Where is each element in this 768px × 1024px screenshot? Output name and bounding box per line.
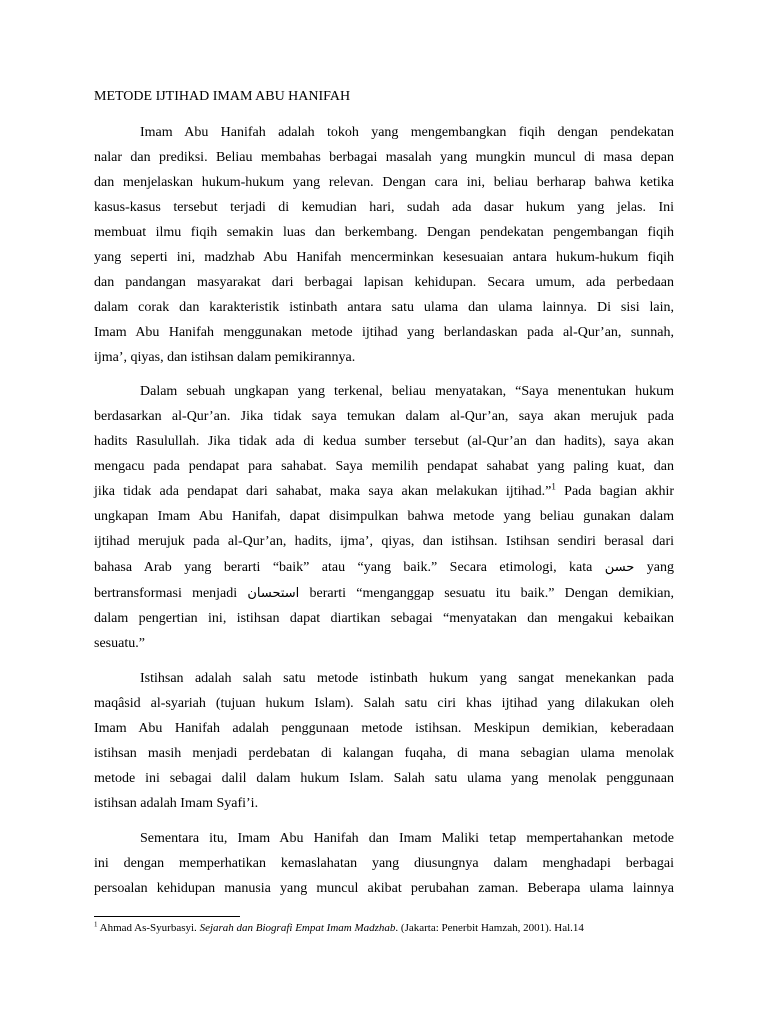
paragraph-2-text: yang [634,560,674,575]
paragraph-2-line: ungkapan Imam Abu Hanifah, dapat disimpulkan bahwa metode yang beliau gunakan dalam [94,509,674,524]
paragraph-1-line: kasus-kasus tersebut terjadi di kemudian hari, sudah ada dasar hukum yang jelas. Ini [94,200,674,215]
paragraph-2-text: bahasa Arab yang berarti “baik” atau “yang baik.” Secara etimologi, kata [94,560,605,575]
paragraph-2-text: berarti “menganggap sesuatu itu baik.” Dengan demikian, [299,586,674,601]
paragraph-2-line [94,586,674,602]
paragraph-3-line: istihsan masih menjadi perdebatan di kalangan fuqaha, di mana sebagian ulama menolak [94,746,674,761]
paragraph-2-line: ijtihad merujuk pada al-Qur’an, hadits, ijma’, qiyas, dan istihsan. Istihsan sendiri berasal dari [94,534,674,549]
paragraph-2-line: mengacu pada pendapat para sahabat. Saya memilih pendapat sahabat yang paling kuat, dan [94,459,674,474]
paragraph-2-text: bertransformasi menjadi [94,586,248,601]
paragraph-2-text: Pada bagian akhir [555,484,675,499]
paragraph-3-line: istihsan adalah Imam Syafi’i. [94,796,259,811]
paragraph-4-line: Sementara itu, Imam Abu Hanifah dan Imam Maliki tetap mempertahankan metode [140,831,674,846]
paragraph-2-line [94,560,674,576]
paragraph-1-line: ijma’, qiyas, dan istihsan dalam pemikirannya. [94,350,356,365]
paragraph-4-line: ini dengan memperhatikan kemaslahatan yang diusungnya dalam menghadapi berbagai [94,856,674,871]
paragraph-1-line: Imam Abu Hanifah adalah tokoh yang mengembangkan fiqih dengan pendekatan [140,125,674,140]
paragraph-1-line: dan menjelaskan hukum-hukum yang relevan. Dengan cara ini, beliau berharap bahwa ketika [94,175,674,190]
footnote-number: 1 [94,920,98,929]
arabic-word-istihsan: استحسان [247,586,300,601]
document-title: METODE IJTIHAD IMAM ABU HANIFAH [94,89,351,104]
paragraph-2-line [94,481,675,500]
paragraph-2-text: jika tidak ada pendapat dari sahabat, maka saya akan melakukan ijtihad.” [94,484,552,499]
footnote [94,921,584,935]
footnote-publication: . (Jakarta: Penerbit Hamzah, 2001). Hal.14 [395,922,584,934]
paragraph-1-line: dan pandangan masyarakat dari berbagai lapisan kehidupan. Secara umum, ada perbedaan [94,275,674,290]
paragraph-2-line: hadits Rasulullah. Jika tidak ada di kedua sumber tersebut (al-Qur’an dan hadits), saya akan [94,434,674,449]
paragraph-4-line: persoalan kehidupan manusia yang muncul akibat perubahan zaman. Beberapa ulama lainnya [94,881,674,896]
paragraph-1-line: membuat ilmu fiqih semakin luas dan berkembang. Dengan pendekatan pengembangan fiqih [94,225,674,240]
arabic-word-hasan: حسن [604,560,635,575]
footnote-book-title: Sejarah dan Biografi Empat Imam Madzhab [199,922,396,934]
paragraph-2-line: dalam pengertian ini, istihsan dapat diartikan sebagai “menyatakan dan mengakui kebaikan [94,611,674,626]
footnote-reference[interactable]: 1 [551,481,556,492]
paragraph-2-line: sesuatu.” [94,636,145,651]
paragraph-1-line: Imam Abu Hanifah menggunakan metode ijtihad yang berlandaskan pada al-Qur’an, sunnah, [94,325,674,340]
paragraph-3-line: metode ini sebagai dalil dalam hukum Islam. Salah satu ulama yang menolak penggunaan [94,771,674,786]
paragraph-3-line: Istihsan adalah salah satu metode istinbath hukum yang sangat menekankan pada [140,671,674,686]
paragraph-3-line: maqâsid al-syariah (tujuan hukum Islam). Salah satu ciri khas ijtihad yang dilakukan oleh [94,696,674,711]
paragraph-1-line: nalar dan prediksi. Beliau membahas berbagai masalah yang mungkin muncul di masa depan [94,150,674,165]
paragraph-1-line: yang seperti ini, madzhab Abu Hanifah mencerminkan kesesuaian antara hukum-hukum fiqih [94,250,674,265]
paragraph-2-line: berdasarkan al-Qur’an. Jika tidak saya temukan dalam al-Qur’an, saya akan merujuk pada [94,409,674,424]
paragraph-1-line: dalam corak dan karakteristik istinbath antara satu ulama dan ulama lainnya. Di sisi lain, [94,300,674,315]
paragraph-2-line: Dalam sebuah ungkapan yang terkenal, beliau menyatakan, “Saya menentukan hukum [140,384,674,399]
footnote-author: Ahmad As-Syurbasyi. [97,922,200,934]
paragraph-3-line: Imam Abu Hanifah adalah penggunaan metode istihsan. Meskipun demikian, keberadaan [94,721,674,736]
footnote-separator [94,916,240,917]
